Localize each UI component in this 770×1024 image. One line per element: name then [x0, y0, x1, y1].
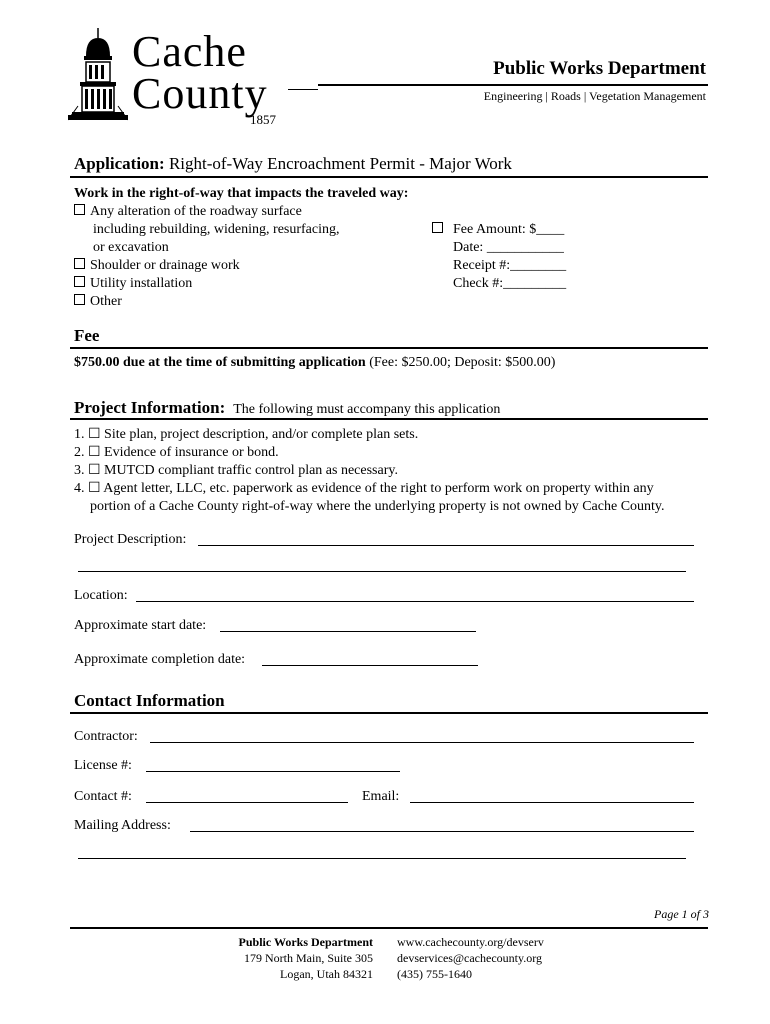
page-number: Page 1 of 3	[654, 907, 709, 921]
start-date-label: Approximate start date:	[74, 618, 207, 633]
project-description-field-line2[interactable]	[78, 571, 686, 572]
header-rule	[318, 84, 708, 86]
project-description-label: Project Description:	[74, 532, 187, 547]
fee-amount-due: $750.00 due at the time of submitting application	[74, 355, 366, 370]
license-field[interactable]	[146, 771, 400, 772]
fee-text	[74, 354, 555, 372]
project-subtitle: The following must accompany this application	[233, 402, 501, 417]
footer-address2: Logan, Utah 84321	[280, 967, 373, 981]
footer-rule	[70, 927, 708, 929]
project-title: Project Information:	[74, 398, 226, 417]
fee-heading: Fee	[74, 326, 100, 345]
footer-website-link[interactable]: www.cachecounty.org/devserv	[397, 935, 544, 949]
contact-heading: Contact Information	[74, 691, 225, 710]
office-date-field[interactable]: Date: ___________	[453, 240, 564, 255]
requirement-insurance[interactable]: 2. ☐ Evidence of insurance or bond.	[74, 445, 279, 460]
footer-phone: (435) 755-1640	[397, 967, 472, 981]
requirement-agent-letter-cont: portion of a Cache County right-of-way where the underlying property is not owned by Cache County.	[90, 499, 665, 514]
project-rule	[70, 418, 708, 420]
office-receipt-field[interactable]: Receipt #:________	[453, 258, 567, 273]
office-check-field[interactable]: Check #:_________	[453, 276, 567, 291]
requirement-agent-letter[interactable]: 4. ☐ Agent letter, LLC, etc. paperwork as evidence of the right to perform work on property within any	[74, 481, 654, 496]
checkbox[interactable]	[74, 294, 85, 305]
contact-rule	[70, 712, 708, 714]
license-label: License #:	[74, 758, 132, 773]
location-label: Location:	[74, 588, 128, 603]
fee-amount-field[interactable]	[432, 221, 564, 239]
logo-year: 1857	[250, 112, 276, 127]
contractor-field[interactable]	[150, 742, 694, 743]
option-other[interactable]	[74, 293, 122, 311]
contact-number-field[interactable]	[146, 802, 348, 803]
work-intro: Work in the right-of-way that impacts the traveled way:	[74, 186, 409, 201]
checkbox[interactable]	[74, 204, 85, 215]
logo-underline	[288, 89, 318, 90]
option-shoulder[interactable]	[74, 257, 240, 275]
option-utility[interactable]	[74, 275, 192, 293]
contractor-label: Contractor:	[74, 729, 138, 744]
cache-county-logo	[68, 26, 318, 130]
requirement-site-plan[interactable]: 1. ☐ Site plan, project description, and/or complete plan sets.	[74, 427, 419, 442]
application-label: Application:	[74, 154, 165, 173]
application-heading	[74, 154, 512, 174]
project-description-field[interactable]	[198, 545, 694, 546]
option-label: Shoulder or drainage work	[90, 258, 240, 273]
location-field[interactable]	[136, 601, 694, 602]
checkbox[interactable]	[432, 222, 443, 233]
start-date-field[interactable]	[220, 631, 476, 632]
fee-rule	[70, 347, 708, 349]
department-title: Public Works Department	[493, 58, 706, 79]
fee-amount-label: Fee Amount: $____	[453, 222, 565, 237]
email-label: Email:	[362, 789, 400, 804]
mailing-address-field[interactable]	[190, 831, 694, 832]
checkbox[interactable]	[74, 258, 85, 269]
fee-breakdown: (Fee: $250.00; Deposit: $500.00)	[365, 355, 556, 370]
logo-word-cache: Cache	[132, 27, 247, 76]
courthouse-icon	[68, 26, 128, 126]
application-title: Right-of-Way Encroachment Permit - Major Work	[168, 154, 512, 173]
contact-number-label: Contact #:	[74, 789, 132, 804]
footer-address1: 179 North Main, Suite 305	[244, 951, 373, 965]
footer-email-link[interactable]: devservices@cachecounty.org	[397, 951, 542, 965]
logo-word-county: County	[132, 69, 268, 118]
application-rule	[70, 176, 708, 178]
completion-date-label: Approximate completion date:	[74, 652, 246, 667]
option-label: Utility installation	[90, 276, 193, 291]
option-label: Any alteration of the roadway surface	[90, 204, 302, 219]
footer-dept: Public Works Department	[238, 935, 373, 949]
project-heading	[74, 398, 500, 418]
mailing-address-field-line2[interactable]	[78, 858, 686, 859]
mailing-address-label: Mailing Address:	[74, 818, 171, 833]
option-roadway-cont2: or excavation	[93, 240, 169, 255]
option-roadway[interactable]	[74, 203, 302, 221]
option-label: Other	[90, 294, 122, 309]
department-subnav: Engineering | Roads | Vegetation Management	[483, 89, 706, 103]
checkbox[interactable]	[74, 276, 85, 287]
requirement-traffic-plan[interactable]: 3. ☐ MUTCD compliant traffic control plan as necessary.	[74, 463, 398, 478]
option-roadway-cont1: including rebuilding, widening, resurfacing,	[93, 222, 340, 237]
footer-address-block	[239, 934, 373, 982]
completion-date-field[interactable]	[262, 665, 478, 666]
email-field[interactable]	[410, 802, 694, 803]
footer-contact-block	[397, 934, 544, 982]
